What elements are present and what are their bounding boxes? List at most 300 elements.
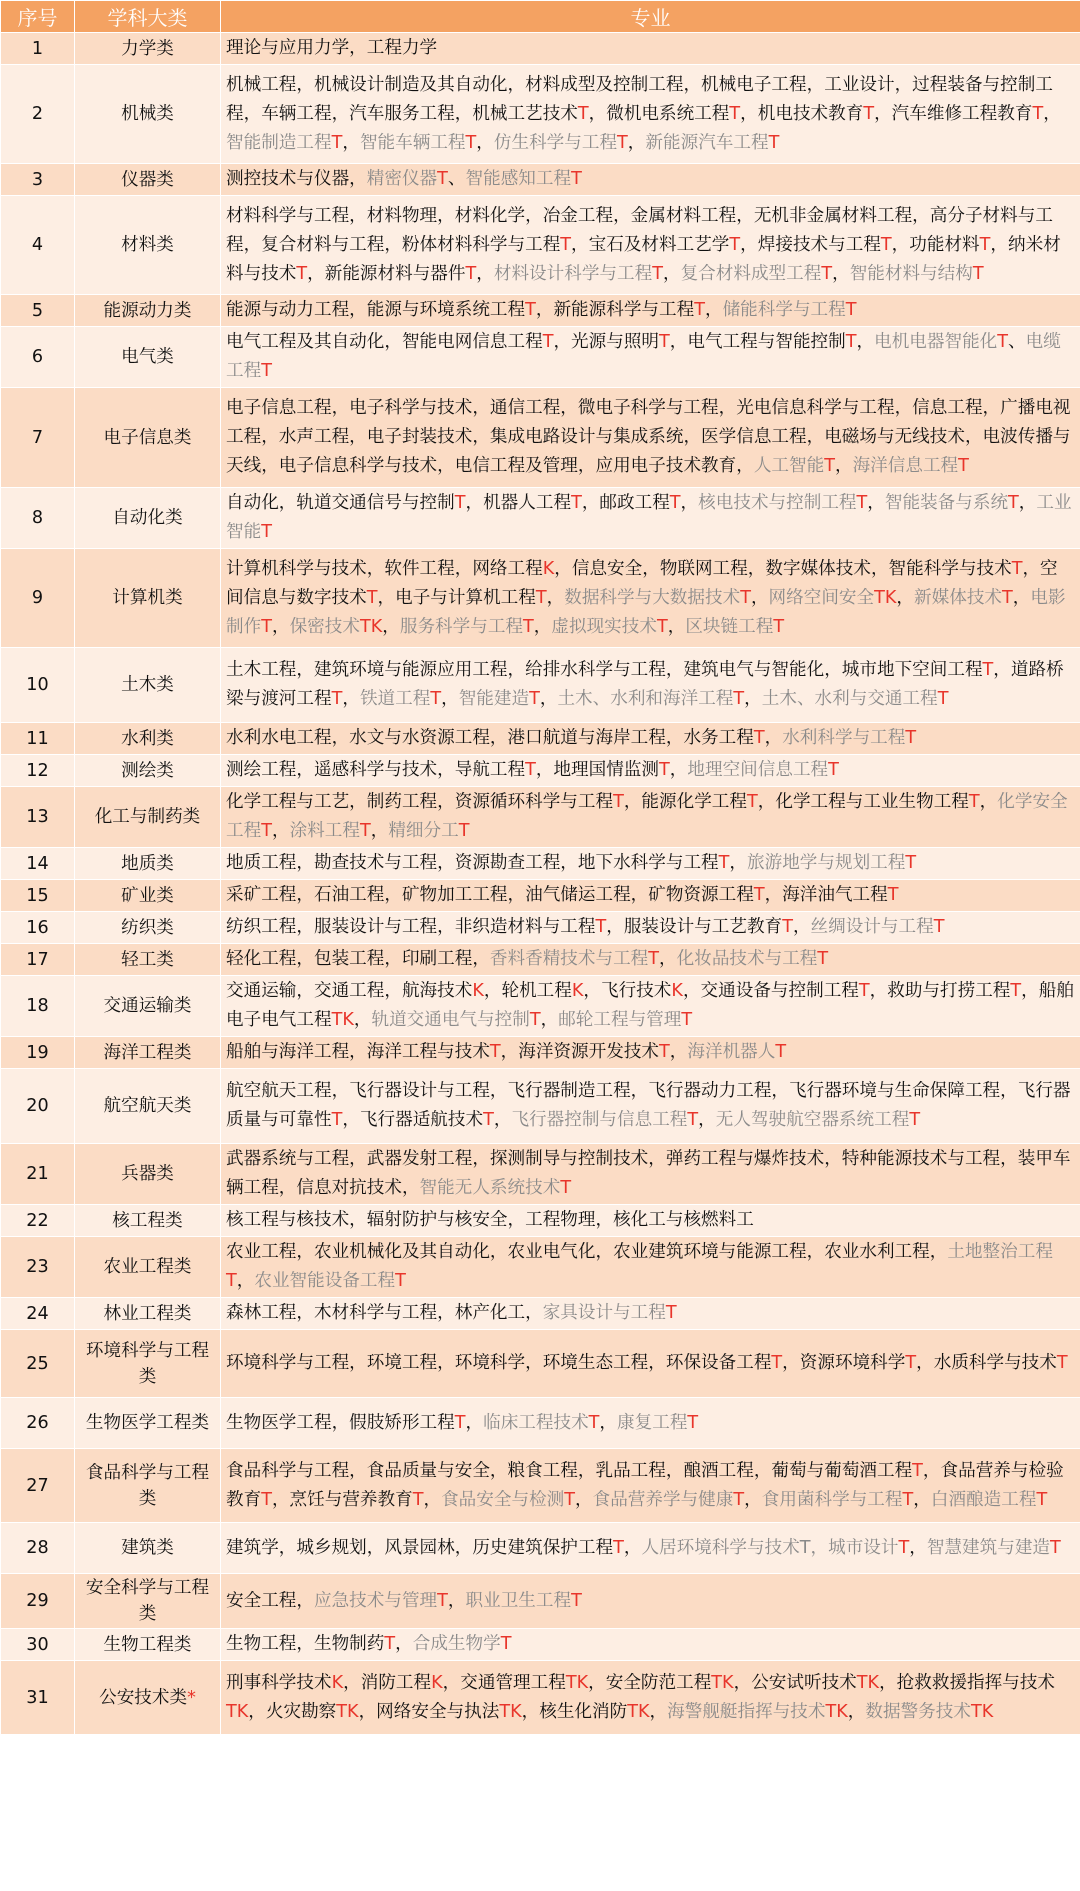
row-majors	[221, 388, 1080, 488]
major-text: ，	[575, 1489, 593, 1510]
major-text: ，	[271, 616, 290, 637]
new-major-name: 区块链工程	[685, 616, 774, 637]
row-category	[75, 1298, 221, 1330]
major-text: ，机器人工程	[465, 493, 572, 513]
major-tag: T	[560, 234, 572, 255]
row-number: 25	[1, 1330, 75, 1398]
row-majors	[221, 1449, 1080, 1523]
major-text: ，电气工程与智能控制	[669, 332, 846, 352]
major-tag: T	[613, 792, 624, 812]
row-number: 17	[1, 944, 75, 976]
row-category	[75, 1661, 221, 1735]
major-tag: T	[773, 616, 785, 637]
major-text: 建筑学，城乡规划，风景园林，历史建筑保护工程	[226, 1537, 614, 1558]
major-tag: T	[523, 616, 534, 637]
major-text: ，能源化学工程	[623, 792, 747, 812]
table-row	[1, 1037, 1080, 1069]
row-category	[75, 787, 221, 848]
major-tag: T	[331, 1110, 343, 1130]
row-category	[75, 327, 221, 388]
category-label: 测绘类	[121, 760, 174, 781]
category-label: 土木类	[121, 675, 174, 695]
major-tag: T	[824, 456, 835, 476]
major-tag: T	[571, 1590, 582, 1611]
row-number: 23	[1, 1237, 75, 1298]
major-tag: TK	[825, 1701, 848, 1722]
row-number: 3	[1, 164, 75, 196]
major-text: ，宝石及材料工艺学	[571, 234, 730, 255]
row-number: 15	[1, 880, 75, 912]
major-text: 能源与动力工程，能源与环境系统工程	[226, 300, 526, 320]
major-tag: T	[909, 1110, 921, 1130]
major-text: ，	[395, 1634, 413, 1654]
header-category: 学科大类	[75, 1, 221, 33]
new-major-name: 数据科学与大数据技术	[564, 587, 741, 608]
table-row	[1, 1661, 1080, 1735]
new-major-name: 材料设计科学与工程	[493, 263, 653, 284]
row-number: 8	[1, 488, 75, 549]
major-tag: T	[729, 103, 741, 124]
major-text: ，	[441, 689, 459, 709]
category-label: 能源动力类	[103, 300, 192, 321]
major-tag: T	[982, 660, 994, 680]
major-text: ，道路桥梁与渡河工程	[226, 660, 1064, 709]
major-tag: T	[571, 169, 582, 189]
major-tag: T	[665, 1303, 677, 1323]
major-tag: T	[681, 1010, 693, 1030]
row-number: 7	[1, 388, 75, 488]
new-major-name: 食用菌科学与工程	[761, 1489, 903, 1510]
table-row	[1, 755, 1080, 787]
major-tag: T	[979, 234, 991, 255]
new-major-name: 旅游地学与规划工程	[747, 853, 906, 873]
major-tag: T	[768, 132, 780, 153]
row-majors	[221, 295, 1080, 327]
row-number: 28	[1, 1523, 75, 1574]
major-text: ，飞行技术	[583, 981, 672, 1001]
major-text: ，	[533, 616, 552, 637]
new-major-name: 储能科学与工程	[722, 300, 846, 320]
row-majors	[221, 976, 1080, 1037]
new-major-name: 服务科学与工程	[399, 616, 524, 637]
major-text: ，安全防范工程	[588, 1672, 712, 1693]
category-label: 地质类	[121, 853, 174, 874]
row-category	[75, 1205, 221, 1237]
new-major-name: 化妆品技术与工程	[676, 949, 818, 969]
major-text: ，	[667, 616, 686, 637]
row-category	[75, 33, 221, 65]
major-text: ，公安试听技术	[733, 1672, 857, 1693]
table-row	[1, 787, 1080, 848]
major-tag: T	[729, 234, 741, 255]
major-text: ，化学工程与工业生物工程	[757, 792, 969, 812]
major-text: ，轮机工程	[483, 981, 572, 1001]
major-tag: T	[659, 1042, 670, 1062]
row-majors	[221, 65, 1080, 164]
row-number: 10	[1, 648, 75, 723]
major-tag: T	[845, 332, 857, 352]
major-tag: T	[613, 1537, 624, 1558]
major-tag: T	[535, 587, 547, 608]
major-tag: T	[821, 263, 833, 284]
major-tag: T	[687, 1412, 699, 1433]
row-majors	[221, 196, 1080, 295]
header-num: 序号	[1, 1, 75, 33]
category-label: 轻工类	[121, 949, 174, 970]
new-major-name: 仿生科学与工程	[493, 132, 618, 153]
row-category	[75, 196, 221, 295]
major-tag: T	[933, 917, 945, 937]
row-number: 16	[1, 912, 75, 944]
major-tag: K	[472, 981, 484, 1001]
major-text: ，	[370, 821, 389, 841]
row-category	[75, 65, 221, 164]
major-tag: T	[775, 1042, 787, 1062]
major-tag: T	[1036, 1489, 1048, 1510]
category-label: 自动化类	[112, 508, 183, 528]
row-category	[75, 1449, 221, 1523]
table-row	[1, 648, 1080, 723]
major-tag: T	[782, 917, 793, 937]
table-row	[1, 65, 1080, 164]
major-tag: T	[652, 263, 663, 284]
major-tag: T	[659, 332, 670, 352]
major-tag: T	[588, 1412, 600, 1433]
major-tag: T	[430, 689, 442, 709]
row-majors	[221, 1205, 1080, 1237]
new-major-name: 食品营养学与健康	[592, 1489, 734, 1510]
major-tag: T	[817, 949, 829, 969]
major-text: ，	[546, 587, 565, 608]
major-text: 、	[1008, 332, 1026, 352]
major-tag: T	[771, 1353, 783, 1373]
row-category	[75, 880, 221, 912]
row-majors	[221, 648, 1080, 723]
major-text: ，	[662, 263, 681, 284]
row-majors	[221, 1037, 1080, 1069]
row-category	[75, 1398, 221, 1449]
new-major-name: 智能车辆工程	[359, 132, 466, 153]
category-label: 力学类	[121, 38, 174, 59]
major-text: 自动化，轨道交通信号与控制	[226, 493, 455, 513]
major-tag: T	[366, 587, 378, 608]
major-text: ，微机电系统工程	[588, 103, 730, 124]
category-label: 兵器类	[121, 1164, 174, 1184]
major-tag: T	[359, 821, 371, 841]
new-major-name: 电缆工程	[226, 332, 1061, 381]
major-text: ，服装设计与工艺教育	[606, 917, 783, 937]
major-text: 、	[447, 169, 466, 189]
major-text: ，	[847, 1701, 866, 1722]
major-text: 理论与应用力学，工程力学	[226, 38, 438, 58]
table-row	[1, 1629, 1080, 1661]
table-row	[1, 1205, 1080, 1237]
major-text: ，水质科学与技术	[916, 1353, 1057, 1373]
row-majors	[221, 787, 1080, 848]
major-text: ，	[382, 616, 400, 637]
row-number: 12	[1, 755, 75, 787]
new-major-name: 精密仪器	[366, 169, 438, 189]
major-text: ，	[476, 132, 494, 153]
major-text: ，	[913, 1489, 931, 1510]
major-text: ，地理国情监测	[535, 760, 660, 780]
major-text: ，抢救救援指挥与技术	[879, 1672, 1056, 1693]
major-text: ，飞行器适航技术	[342, 1110, 484, 1130]
category-label: 航空航天类	[103, 1096, 192, 1116]
category-label: 农业工程类	[103, 1257, 192, 1277]
new-major-name: 应急技术与管理	[313, 1590, 438, 1611]
new-major-name: 白酒酿造工程	[930, 1489, 1037, 1510]
major-tag: T	[465, 132, 477, 153]
category-label: 林业工程类	[103, 1303, 192, 1324]
major-tag: T	[412, 1489, 424, 1510]
row-category	[75, 755, 221, 787]
header-row	[1, 1, 1080, 33]
table-body	[1, 33, 1080, 1735]
major-tag: T	[483, 1110, 494, 1130]
new-major-name: 工业智能	[226, 493, 1072, 542]
new-major-name: 电机电器智能化	[874, 332, 998, 352]
category-label: 电子信息类	[103, 427, 192, 448]
row-majors	[221, 912, 1080, 944]
major-text: 轻化工程，包装工程，印刷工程，	[226, 949, 490, 969]
major-tag: T	[261, 616, 272, 637]
table-row	[1, 912, 1080, 944]
table-row	[1, 1069, 1080, 1144]
major-tag: T	[912, 1460, 923, 1481]
row-category	[75, 295, 221, 327]
major-tag: T	[905, 853, 917, 873]
major-tag: T	[887, 885, 899, 905]
major-tag: T	[560, 1178, 572, 1198]
row-majors	[221, 33, 1080, 65]
major-text: 武器系统与工程，武器发射工程，探测制导与控制技术，弹药工程与爆炸技术，特种能源技术与工程，装甲车辆工程，信息对抗技术，	[226, 1149, 1071, 1198]
major-tag: T	[384, 1634, 396, 1654]
row-majors	[221, 1574, 1080, 1629]
table-row	[1, 1523, 1080, 1574]
category-label: 仪器类	[121, 169, 174, 190]
category-label: 纺织类	[121, 917, 174, 938]
table-row	[1, 295, 1080, 327]
new-major-name: 飞行器控制与信息工程	[511, 1110, 688, 1130]
major-tag: TK	[226, 1701, 249, 1722]
major-tag: K	[331, 1672, 344, 1693]
major-text: 地质工程，勘查技术与工程，资源勘查工程，地下水科学与工程	[226, 853, 719, 873]
major-tag: T	[648, 949, 660, 969]
major-tag: T	[858, 981, 870, 1001]
major-text: 生物工程，生物制药	[226, 1634, 385, 1654]
major-tag: T	[1010, 981, 1022, 1001]
category-label: 安全科学与工程类	[85, 1578, 210, 1624]
header-majors: 专业	[221, 1, 1080, 33]
major-tag: T	[296, 263, 308, 284]
major-tag: T	[331, 689, 343, 709]
row-number: 4	[1, 196, 75, 295]
major-tag: T	[1056, 1353, 1068, 1373]
new-major-name: 家具设计与工程	[542, 1303, 666, 1323]
major-tag: T	[669, 493, 681, 513]
major-tag: T	[828, 760, 839, 780]
major-tag: T	[525, 760, 536, 780]
new-major-name: 食品安全与检测	[441, 1489, 565, 1510]
major-text: ，	[599, 1412, 618, 1433]
row-category	[75, 164, 221, 196]
major-text: ，信息安全，物联网工程，数字媒体技术，智能科学与技术	[554, 558, 1012, 579]
row-number: 21	[1, 1144, 75, 1205]
table-row	[1, 1449, 1080, 1523]
category-label: 矿业类	[121, 885, 174, 906]
major-tag: T	[733, 1489, 745, 1510]
major-tag: T	[261, 361, 272, 381]
row-number: 27	[1, 1449, 75, 1523]
new-major-name: 香料香精技术与工程	[489, 949, 649, 969]
row-category	[75, 388, 221, 488]
row-majors	[221, 549, 1080, 648]
row-number: 2	[1, 65, 75, 164]
major-text: ，	[979, 792, 998, 812]
row-category	[75, 1574, 221, 1629]
major-tag: T	[753, 728, 765, 748]
row-category	[75, 488, 221, 549]
row-number: 20	[1, 1069, 75, 1144]
major-text: 森林工程，木材科学与工程，林产化工，	[226, 1303, 543, 1323]
major-text: ，	[465, 1412, 484, 1433]
table-row	[1, 944, 1080, 976]
major-tag: TK	[499, 1701, 522, 1722]
row-number: 13	[1, 787, 75, 848]
major-tag: TK	[874, 587, 897, 608]
major-text: 测绘工程，遥感科学与技术，导航工程	[226, 760, 526, 780]
major-tag: T	[458, 821, 470, 841]
major-tag: T	[753, 885, 765, 905]
category-label: 机械类	[121, 104, 174, 124]
row-majors	[221, 1398, 1080, 1449]
major-text: 船舶与海洋工程，海洋工程与技术	[226, 1042, 490, 1062]
major-text: 安全工程，	[226, 1590, 314, 1611]
major-text: 机械工程，机械设计制造及其自动化，材料成型及控制工程，机械电子工程，工业设计，过程装备与控制工程，车辆工程，汽车服务工程，机械工艺技术	[226, 74, 1053, 124]
major-tag: T	[1032, 103, 1044, 124]
major-text: ，	[867, 493, 885, 513]
major-text: ，	[744, 1489, 762, 1510]
row-majors	[221, 327, 1080, 388]
major-text: ，电子与计算机工程	[377, 587, 536, 608]
major-tag: T	[694, 300, 705, 320]
row-majors	[221, 1629, 1080, 1661]
major-tag: T	[395, 1271, 406, 1291]
major-tag: T	[595, 917, 607, 937]
major-text: 材料科学与工程，材料物理，材料化学，冶金工程，金属材料工程，无机非金属材料工程，高分子材料与工程，复合材料与工程，粉体材料科学与工程	[226, 205, 1053, 255]
new-major-name: 水利科学与工程	[782, 728, 906, 748]
major-text: 交通运输，交通工程，航海技术	[226, 981, 473, 1001]
major-tag: T	[898, 1537, 910, 1558]
major-tag: TK	[856, 1672, 880, 1693]
major-text: ，	[764, 728, 783, 748]
major-text: ，救助与打捞工程	[869, 981, 1011, 1001]
category-label: 化工与制药类	[94, 807, 201, 827]
major-text: ，	[1018, 493, 1037, 513]
major-text: ，	[896, 587, 915, 608]
major-text: ，	[698, 1110, 716, 1130]
major-tag: T	[542, 332, 554, 352]
major-text: ，	[539, 689, 558, 709]
major-tag: T	[747, 792, 758, 812]
new-major-name: 智能感知工程	[465, 169, 572, 189]
major-text: ，	[856, 332, 875, 352]
table-row	[1, 196, 1080, 295]
major-text: ，	[271, 821, 290, 841]
major-tag: T	[845, 300, 857, 320]
category-label: 计算机类	[112, 588, 183, 608]
category-label: 环境科学与工程类	[85, 1340, 210, 1387]
new-major-name: 智能材料与结构	[849, 263, 973, 284]
row-number: 19	[1, 1037, 75, 1069]
table-row	[1, 388, 1080, 488]
major-text: ，网络安全与执法	[358, 1701, 500, 1722]
major-text: ，	[669, 1042, 688, 1062]
new-major-name: 丝绸设计与工程	[810, 917, 934, 937]
new-major-name: 海洋信息工程	[852, 456, 959, 476]
major-text: ，	[1043, 103, 1061, 124]
major-text: ，	[476, 263, 494, 284]
category-label: 水利类	[121, 728, 174, 749]
major-tag: T	[880, 234, 892, 255]
new-major-name: 土木、水利与交通工程	[761, 689, 938, 709]
table-row	[1, 1237, 1080, 1298]
table-row	[1, 1144, 1080, 1205]
major-text: ，	[659, 949, 677, 969]
major-tag: TK	[359, 616, 383, 637]
major-tag: T	[437, 169, 448, 189]
row-majors	[221, 944, 1080, 976]
row-majors	[221, 1523, 1080, 1574]
major-text: ，核生化消防	[521, 1701, 628, 1722]
major-tag: K	[571, 981, 584, 1001]
row-category	[75, 1523, 221, 1574]
table-row	[1, 848, 1080, 880]
major-tag: TK	[331, 1010, 354, 1030]
table-row	[1, 33, 1080, 65]
new-major-name: 土木、水利和海洋工程	[557, 689, 734, 709]
major-tag: K	[542, 558, 555, 579]
major-tag: T	[226, 1271, 237, 1291]
major-text: ，交通设备与控制工程	[682, 981, 859, 1001]
major-text: ，海洋资源开发技术	[500, 1042, 660, 1062]
table-row	[1, 880, 1080, 912]
category-label: 生物工程类	[103, 1634, 192, 1655]
major-tag: T	[733, 689, 745, 709]
major-text: ，食品营养与检验教育	[226, 1460, 1064, 1510]
major-text: 环境科学与工程，环境工程，环境科学，环境生态工程，环保设备工程	[226, 1353, 772, 1373]
table-row	[1, 723, 1080, 755]
major-text: ，机电技术教育	[740, 103, 864, 124]
new-major-name: 海警舰艇指挥与技术	[667, 1701, 826, 1722]
new-major-name: 土地整治工程	[947, 1242, 1053, 1262]
major-tag: TK	[565, 1672, 589, 1693]
row-category	[75, 1037, 221, 1069]
row-majors	[221, 488, 1080, 549]
major-text: ，焊接技术与工程	[740, 234, 881, 255]
major-text: ，	[623, 1537, 642, 1558]
major-tag: T	[856, 493, 868, 513]
major-text: ，新能源科学与工程	[535, 300, 695, 320]
major-tag: TK	[711, 1672, 734, 1693]
major-tag: T	[659, 760, 670, 780]
major-tag: T	[529, 1010, 541, 1030]
major-tag: T	[958, 456, 969, 476]
category-label: 食品科学与工程类	[85, 1462, 210, 1509]
major-text: ，	[649, 1701, 668, 1722]
major-tag: T	[656, 616, 668, 637]
